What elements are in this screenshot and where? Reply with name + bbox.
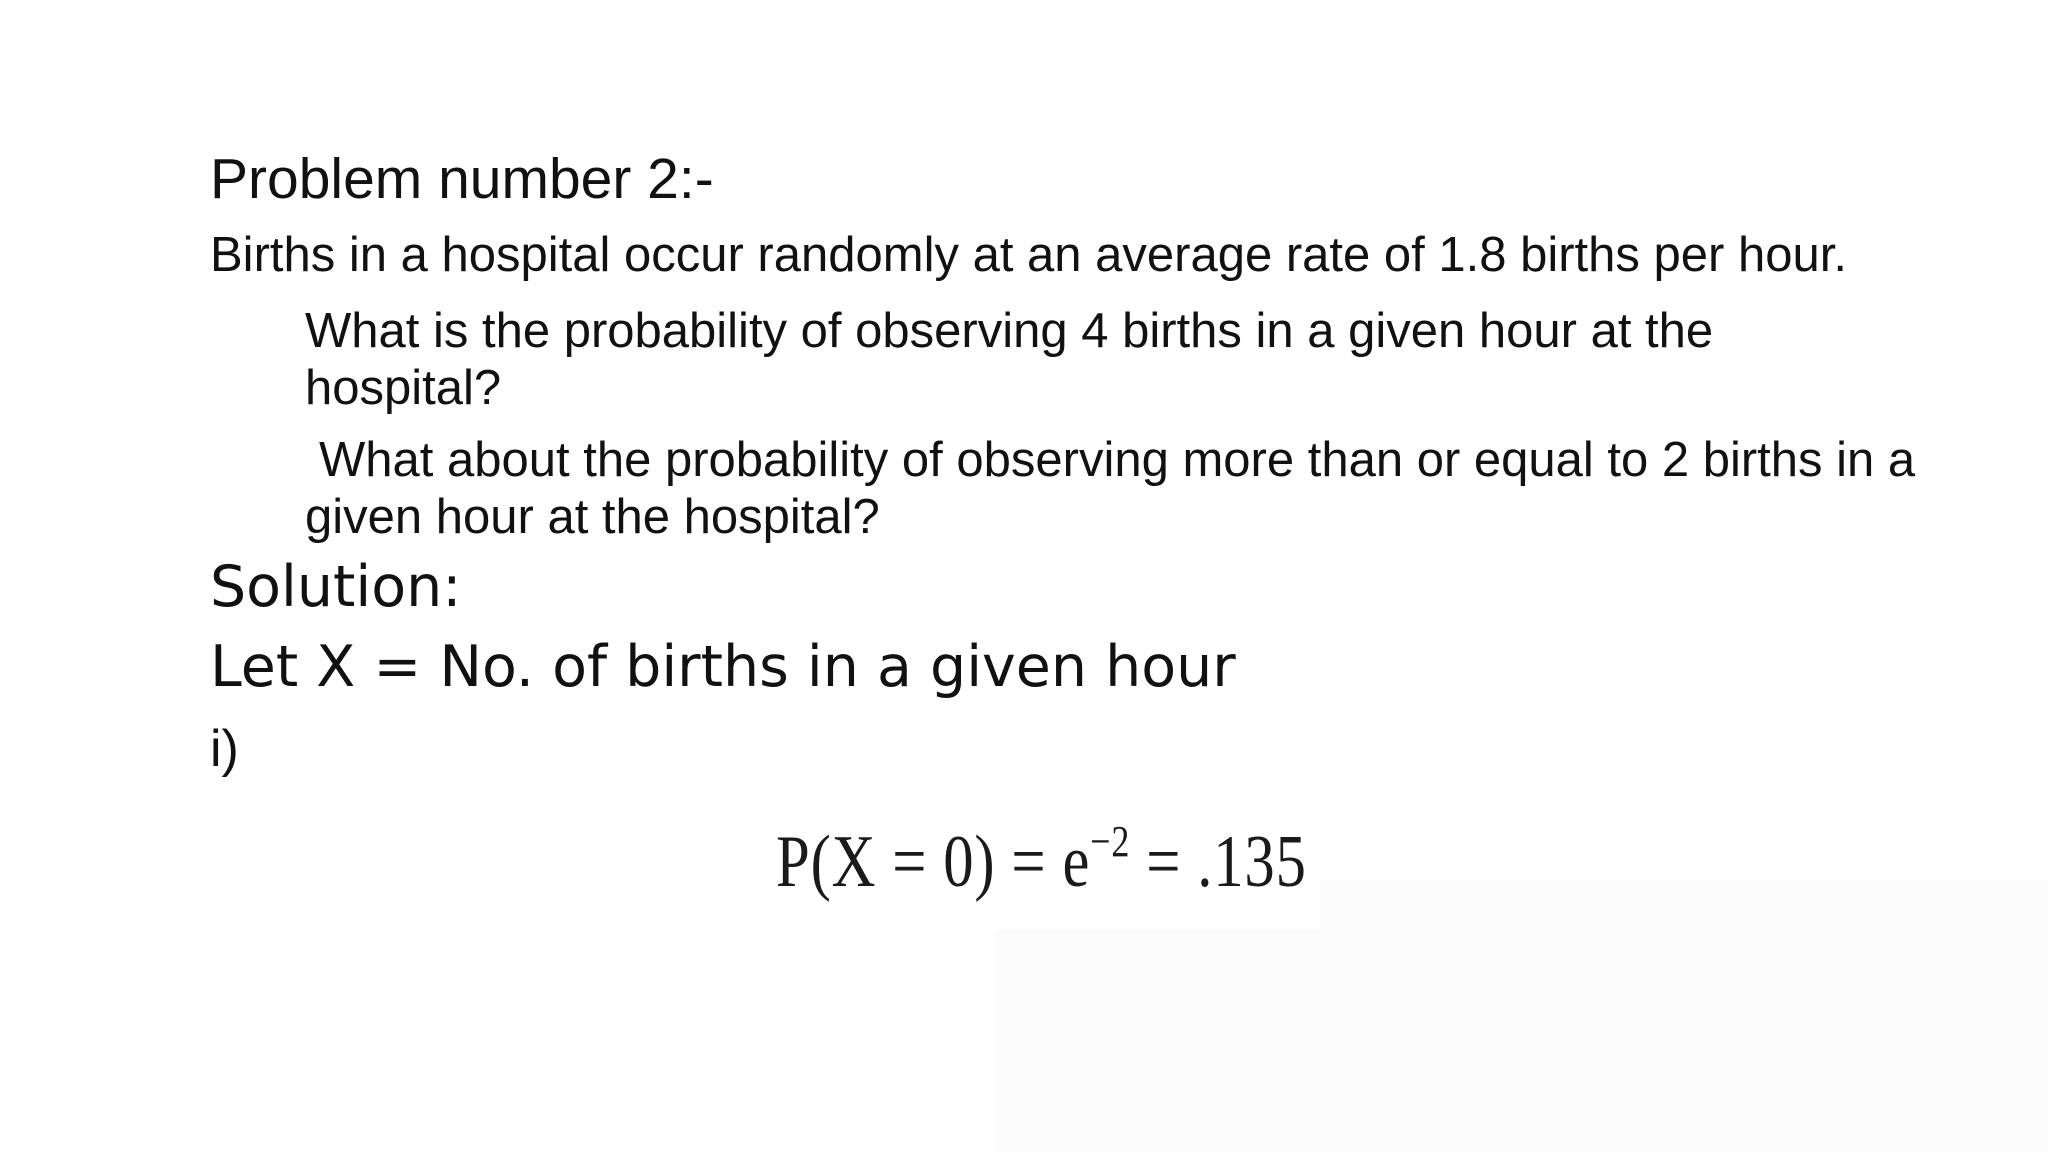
slide-title: Problem number 2:- (210, 147, 714, 211)
part-label: i) (210, 720, 239, 778)
question-1: What is the probability of observing 4 births in a given hour at the hospital? (305, 304, 1714, 415)
question-2-text: What about the probability of observing more than or equal to 2 births in a given hour at the hospital? (305, 433, 1916, 544)
formula-rhs: = .135 (1130, 821, 1307, 903)
poisson-formula (776, 817, 1307, 905)
formula-image (760, 800, 1320, 930)
variable-definition: Let X = No. of births in a given hour (210, 634, 1236, 700)
problem-statement: Births in a hospital occur randomly at an average rate of 1.8 births per hour. (210, 228, 1847, 282)
formula-exponent: −2 (1090, 817, 1131, 866)
question-2 (305, 432, 1995, 546)
formula-lhs: P(X = 0) = e (776, 821, 1091, 903)
solution-label: Solution: (210, 554, 462, 620)
